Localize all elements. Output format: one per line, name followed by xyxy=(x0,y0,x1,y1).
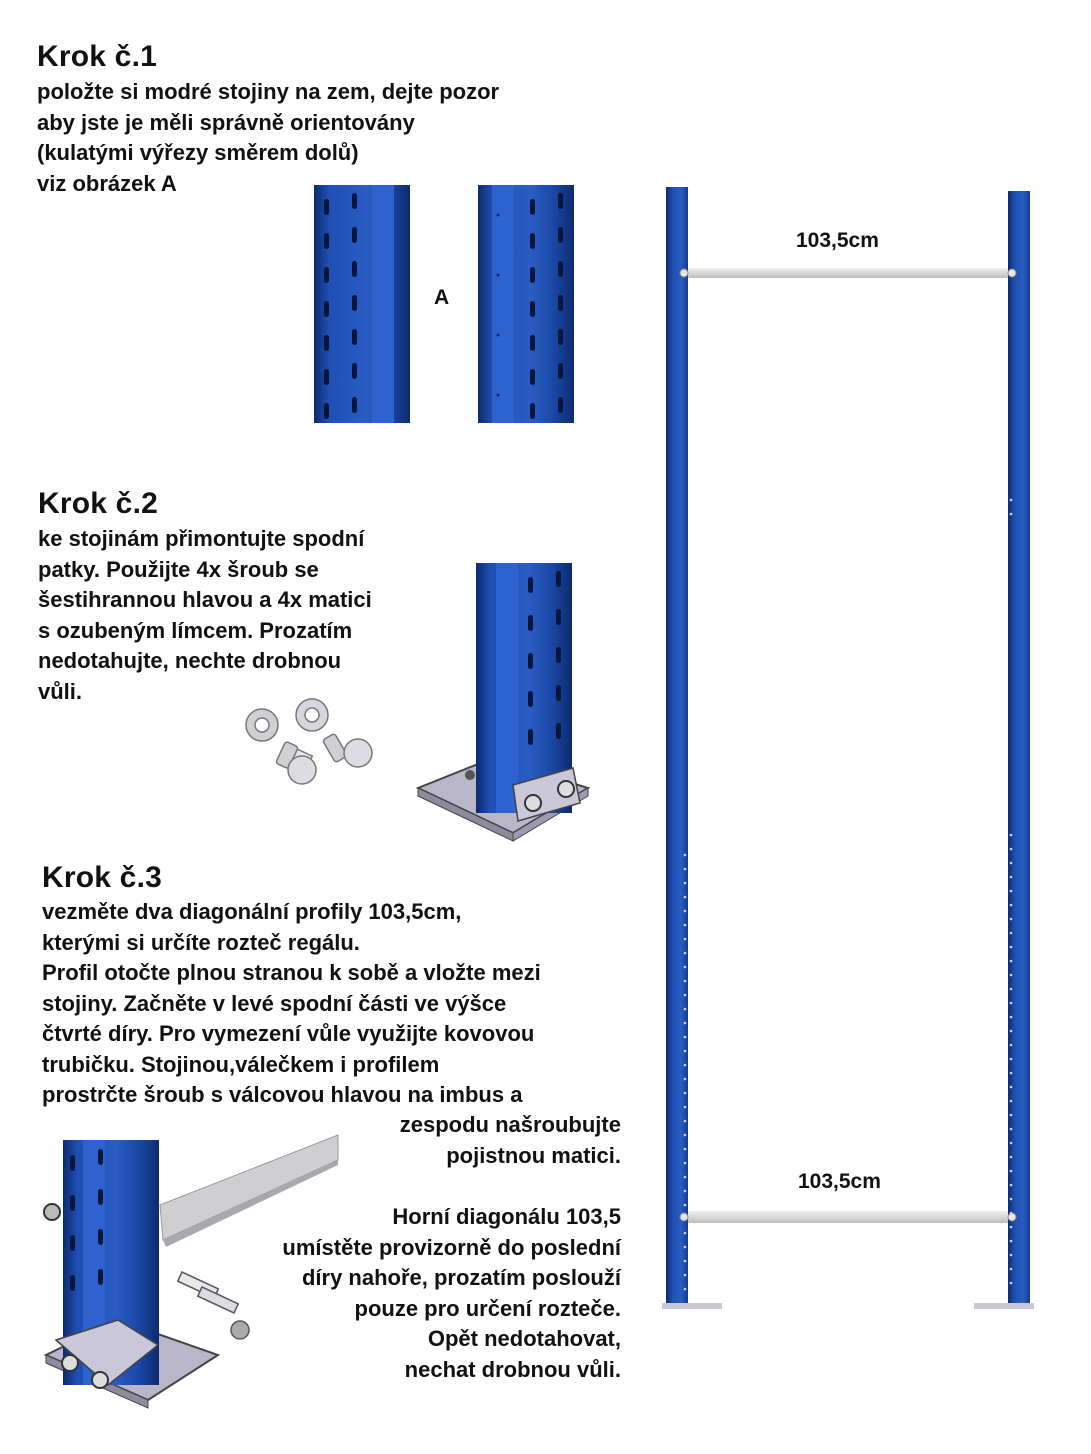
step3-note-line: umístěte provizorně do poslední xyxy=(282,1234,621,1260)
perforation-hole xyxy=(1010,974,1013,977)
step2-line: patky. Použijte 4x šroub se xyxy=(38,556,319,582)
tube-and-bolt xyxy=(178,1272,249,1339)
perforation-hole xyxy=(684,1246,687,1249)
perforation-hole xyxy=(1010,1086,1013,1089)
perforation-hole xyxy=(1010,862,1013,865)
perforation-hole xyxy=(684,1204,687,1207)
perforation-hole xyxy=(1010,1142,1013,1145)
perforation-hole xyxy=(1010,1058,1013,1061)
perforation-hole xyxy=(1010,834,1013,837)
perforation-hole xyxy=(684,1078,687,1081)
step3-line: trubičku. Stojinou,válečkem i profilem xyxy=(42,1051,440,1077)
bolt-icon xyxy=(322,733,372,767)
perforation-hole xyxy=(684,1260,687,1263)
perforation-hole xyxy=(684,1288,687,1291)
perforation-hole xyxy=(684,1218,687,1221)
step3-right-text xyxy=(400,1110,621,1171)
perforation-hole xyxy=(684,854,687,857)
figure-a-label: A xyxy=(434,286,450,309)
perforation-hole xyxy=(1010,1170,1013,1173)
perforation-hole xyxy=(1010,1240,1013,1243)
bolt-icon xyxy=(276,741,316,784)
perforation-hole xyxy=(684,910,687,913)
perforation-hole xyxy=(1010,1226,1013,1229)
perforation-hole xyxy=(1010,1198,1013,1201)
step3-right-line: pojistnou matici. xyxy=(446,1142,621,1168)
perforation-hole xyxy=(1010,904,1013,907)
perforation-hole xyxy=(1010,932,1013,935)
perforation-hole xyxy=(684,1190,687,1193)
perforation-hole xyxy=(684,952,687,955)
perforation-hole xyxy=(684,1092,687,1095)
step1-title: Krok č.1 xyxy=(37,40,157,73)
perforation-hole xyxy=(1010,1072,1013,1075)
upright-fragment-right xyxy=(478,185,574,423)
upright-with-diagonal xyxy=(38,1135,348,1425)
perforation-hole xyxy=(684,1120,687,1123)
perforation-hole xyxy=(684,896,687,899)
perforation-hole xyxy=(1010,1030,1013,1033)
perforation-hole xyxy=(684,1008,687,1011)
perforation-hole xyxy=(1010,1128,1013,1131)
step2-line: ke stojinám přimontujte spodní xyxy=(38,526,365,551)
perforation-hole xyxy=(684,1176,687,1179)
perforation-hole xyxy=(684,980,687,983)
perforation-hole xyxy=(1010,1212,1013,1215)
step3-line: Profil otočte plnou stranou k sobě a vložte mezi xyxy=(42,960,541,985)
bolt-head-icon xyxy=(44,1204,60,1220)
left-foot-plate xyxy=(662,1303,722,1309)
perforation-hole xyxy=(1010,848,1013,851)
step1-line: položte si modré stojiny na zem, dejte pozor xyxy=(37,79,500,104)
perforation-hole xyxy=(1010,1282,1013,1285)
bottom-diagonal-beam xyxy=(685,1211,1010,1223)
nut-icon xyxy=(296,699,328,731)
perforation-hole xyxy=(684,1148,687,1151)
step2-line: vůli. xyxy=(38,678,83,704)
perforation-hole xyxy=(1010,1184,1013,1187)
step1-line: viz obrázek A xyxy=(37,170,177,196)
perforation-hole xyxy=(1010,1016,1013,1019)
top-dimension-label: 103,5cm xyxy=(796,229,879,252)
step2-title: Krok č.2 xyxy=(38,487,158,520)
step2-text xyxy=(38,524,372,707)
upright-with-foot xyxy=(418,563,593,843)
bolts-and-nuts xyxy=(240,695,380,790)
perforation-hole xyxy=(684,1274,687,1277)
perforation-hole xyxy=(1010,1156,1013,1159)
perforation-hole xyxy=(1010,960,1013,963)
step2-line: šestihrannou hlavou a 4x matici xyxy=(38,587,372,612)
perforation-hole xyxy=(684,1064,687,1067)
step1-text xyxy=(37,77,499,199)
step3-note-line: Opět nedotahovat, xyxy=(427,1326,621,1351)
step2-line: s ozubeným límcem. Prozatím xyxy=(38,617,353,643)
perforation-hole xyxy=(1010,1100,1013,1103)
perforation-hole xyxy=(684,1106,687,1109)
perforation-hole xyxy=(1010,876,1013,879)
perforation-hole xyxy=(1010,1268,1013,1271)
perforation-hole xyxy=(1010,513,1013,516)
perforation-hole xyxy=(1010,1254,1013,1257)
perforation-hole xyxy=(1010,918,1013,921)
perforation-hole xyxy=(684,966,687,969)
step3-note-line: pouze pro určení rozteče. xyxy=(354,1295,621,1321)
step3-note-line: nechat drobnou vůli. xyxy=(404,1356,621,1382)
perforation-hole xyxy=(684,1050,687,1053)
perforation-hole xyxy=(1010,946,1013,949)
perforation-hole xyxy=(684,1134,687,1137)
perforation-hole xyxy=(684,938,687,941)
step3-line: prostrčte šroub s válcovou hlavou na imbus a xyxy=(42,1082,523,1107)
upright-fragment-left xyxy=(314,185,410,423)
bottom-dimension-label: 103,5cm xyxy=(798,1170,881,1193)
left-upright xyxy=(666,187,688,1305)
perforation-hole xyxy=(684,882,687,885)
step2-line: nedotahujte, nechte drobnou xyxy=(38,648,342,673)
perforation-hole xyxy=(1010,1044,1013,1047)
step3-line: vezměte dva diagonální profily 103,5cm, xyxy=(42,899,462,924)
perforation-hole xyxy=(1010,988,1013,991)
perforation-hole xyxy=(1010,890,1013,893)
step3-right-line: zespodu našroubujte xyxy=(399,1112,621,1137)
step3-note-line: Horní diagonálu 103,5 xyxy=(392,1204,621,1229)
top-diagonal-beam xyxy=(685,268,1010,278)
perforation-hole xyxy=(684,994,687,997)
step3-note-line: díry nahoře, prozatím poslouží xyxy=(301,1265,621,1290)
rack-frame-diagram xyxy=(660,185,1040,1315)
right-upright xyxy=(1008,191,1030,1305)
nut-icon xyxy=(246,709,278,741)
right-foot-plate xyxy=(974,1303,1034,1309)
perforation-hole xyxy=(684,924,687,927)
perforation-hole xyxy=(1010,499,1013,502)
step1-line: (kulatými výřezy směrem dolů) xyxy=(37,140,359,165)
perforation-hole xyxy=(684,868,687,871)
perforation-hole xyxy=(684,1162,687,1165)
step3-text xyxy=(42,897,541,1111)
step3-line: stojiny. Začněte v levé spodní části ve výšce xyxy=(42,990,507,1016)
perforation-hole xyxy=(684,1232,687,1235)
perforation-hole xyxy=(684,1036,687,1039)
perforation-hole xyxy=(684,1022,687,1025)
perforation-hole xyxy=(1010,1114,1013,1117)
step3-line: čtvrté díry. Pro vymezení vůle využijte kovovou xyxy=(42,1021,535,1046)
step1-line: aby jste je měli správně orientovány xyxy=(37,109,415,135)
perforation-hole xyxy=(1010,1002,1013,1005)
step3-title: Krok č.3 xyxy=(42,861,162,894)
step3-line: kterými si určíte rozteč regálu. xyxy=(42,929,360,955)
